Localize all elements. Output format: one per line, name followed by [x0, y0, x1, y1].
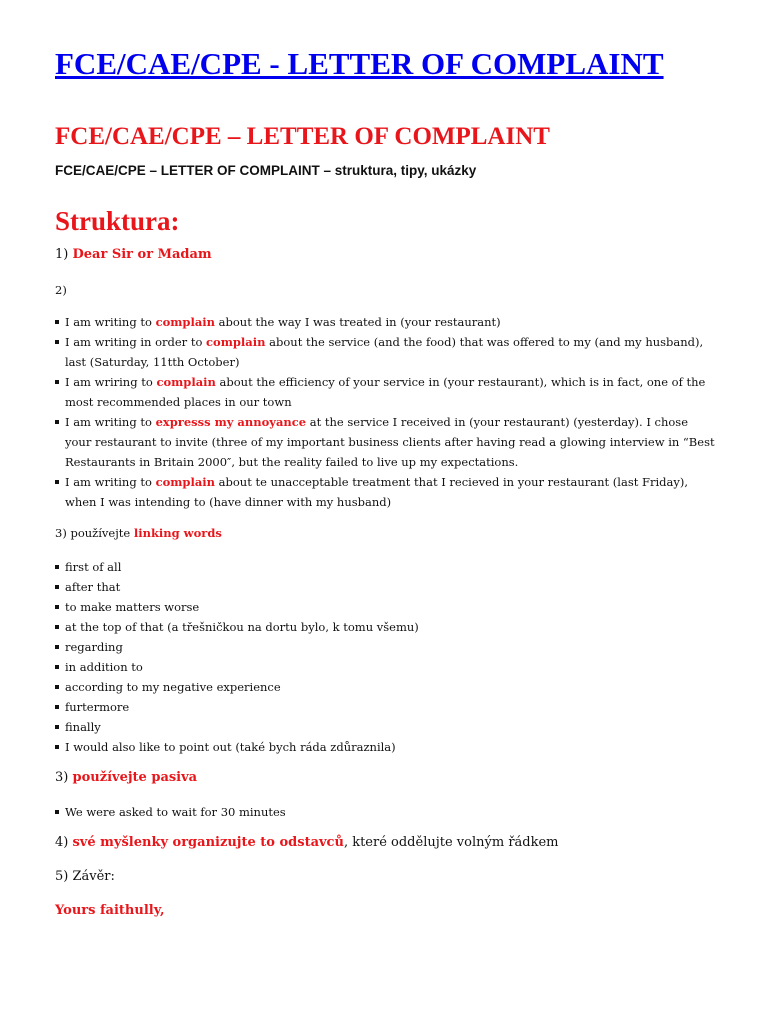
list-item: first of all: [55, 557, 715, 577]
bullet-square-icon: [55, 380, 59, 384]
bullet-square-icon: [55, 705, 59, 709]
passive-examples-list: [55, 802, 715, 822]
step-1-salutation: Dear Sir or Madam: [72, 247, 212, 262]
step-3-highlight: linking words: [133, 526, 222, 540]
bullet-square-icon: [55, 320, 59, 324]
list-item: at the top of that (a třešničkou na dortu bylo, k tomu všemu): [55, 617, 715, 637]
opening-sentences-list: [55, 312, 715, 512]
step-4: 4) své myšlenky organizujte to odstavců, které oddělujte volným řádkem: [55, 835, 559, 850]
step-4-highlight: své myšlenky organizujte to odstavců: [72, 835, 344, 850]
list-item: I am writing to expresss my annoyance at the service I received in (your restaurant) (yesterday). I chose your restaurant to invite (three of my important business clients after having read a glowing interview in “Best Restaurants in Britain 2000″, but the reality failed to live up my expectations.: [55, 412, 715, 472]
bullet-square-icon: [55, 565, 59, 569]
step-3-passive-highlight: používejte pasiva: [72, 770, 198, 785]
step-5: 5) Závěr:: [55, 869, 115, 884]
bullet-square-icon: [55, 340, 59, 344]
list-item: I am writing in order to complain about the service (and the food) that was offered to my (and my husband), last (Saturday, 11tth October): [55, 332, 715, 372]
bullet-square-icon: [55, 645, 59, 649]
list-item: furtermore: [55, 697, 715, 717]
list-item: according to my negative experience: [55, 677, 715, 697]
linking-words-list: [55, 557, 715, 757]
step-3-passive: 3) používejte pasiva: [55, 770, 198, 785]
list-item: regarding: [55, 637, 715, 657]
step-3-linking: 3) používejte linking words: [55, 526, 222, 540]
highlight: complain: [155, 475, 215, 489]
bullet-square-icon: [55, 745, 59, 749]
bullet-square-icon: [55, 605, 59, 609]
highlight: complain: [206, 335, 266, 349]
list-item: I am writing to complain about the way I was treated in (your restaurant): [55, 312, 715, 332]
closing-phrase: Yours faithully,: [55, 903, 165, 918]
bullet-square-icon: [55, 480, 59, 484]
highlight: complain: [156, 375, 216, 389]
list-item: to make matters worse: [55, 597, 715, 617]
highlight: expresss my annoyance: [155, 415, 307, 429]
bullet-square-icon: [55, 420, 59, 424]
bullet-square-icon: [55, 725, 59, 729]
main-title-link[interactable]: FCE/CAE/CPE - LETTER OF COMPLAINT: [55, 46, 664, 81]
section-heading-struktura: Struktura:: [55, 206, 180, 236]
bullet-square-icon: [55, 685, 59, 689]
list-item: I am wriring to complain about the efficiency of your service in (your restaurant), which is in fact, one of the most recommended places in our town: [55, 372, 715, 412]
list-item: finally: [55, 717, 715, 737]
bullet-square-icon: [55, 810, 59, 814]
list-item: I am writing to complain about te unacceptable treatment that I recieved in your restaurant (last Friday), when I was intending to (have dinner with my husband): [55, 472, 715, 512]
lead-text: FCE/CAE/CPE – LETTER OF COMPLAINT – struktura, tipy, ukázky: [55, 163, 477, 178]
bullet-square-icon: [55, 585, 59, 589]
highlight: complain: [155, 315, 215, 329]
step-2: 2): [55, 283, 67, 297]
step-1: [55, 245, 212, 265]
article-title: FCE/CAE/CPE – LETTER OF COMPLAINT: [55, 123, 550, 150]
list-item: I would also like to point out (také bych ráda zdůraznila): [55, 737, 715, 757]
list-item: in addition to: [55, 657, 715, 677]
list-item: We were asked to wait for 30 minutes: [55, 802, 715, 822]
step-1-number: 1): [55, 247, 73, 262]
list-item: after that: [55, 577, 715, 597]
bullet-square-icon: [55, 625, 59, 629]
bullet-square-icon: [55, 665, 59, 669]
